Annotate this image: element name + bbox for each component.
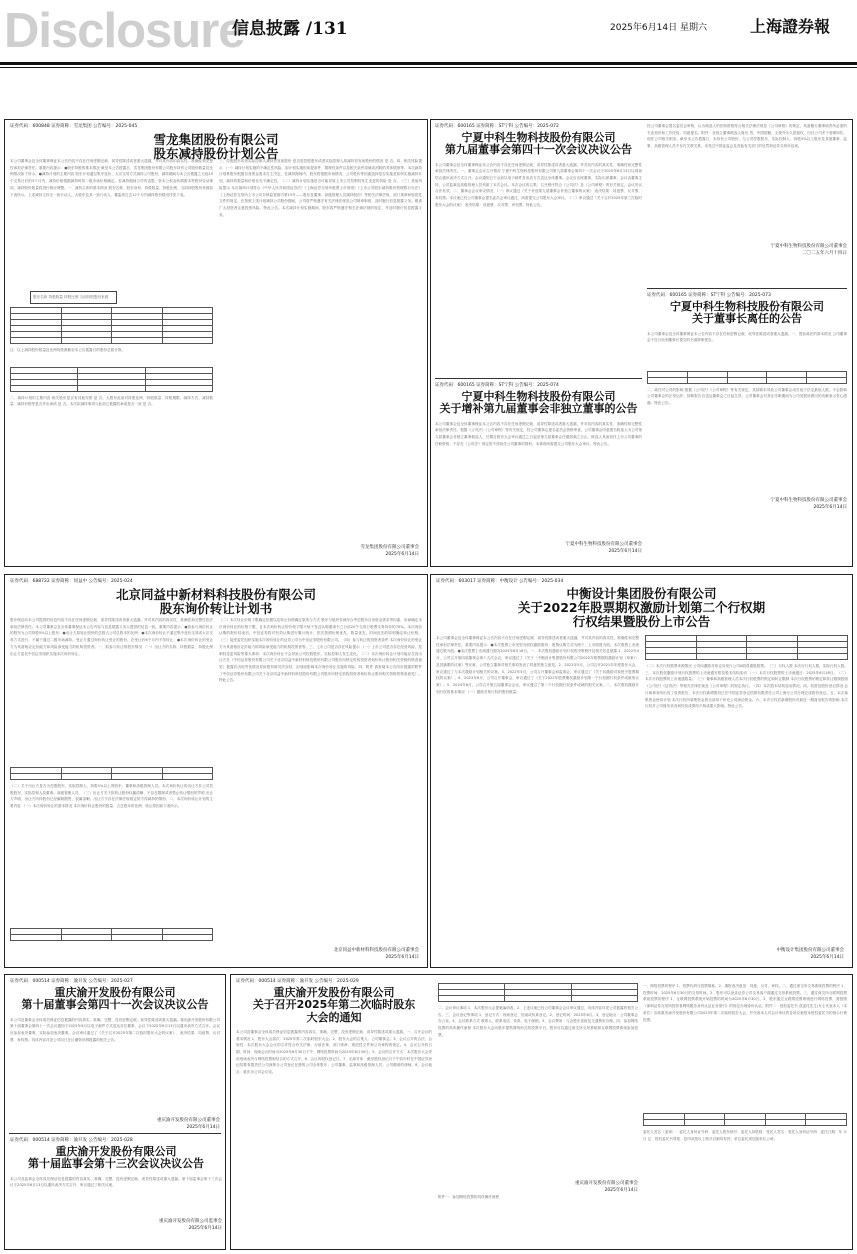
notice-ningxia-board: [435, 123, 642, 375]
notice-body-left: [436, 635, 639, 960]
notice-text: [435, 421, 642, 541]
notice-body-middle: [438, 983, 638, 1245]
data-table: [10, 307, 213, 344]
notice-text: [643, 1129, 847, 1239]
notice-signature: 雪龙集团股份有限公司董事会 2025年6月14日: [360, 545, 419, 557]
notice-code-line: 证券代码：600165 证券简称：ST宁科 公告编号：2025-073: [647, 293, 771, 298]
notice-ningxia-chairman: [647, 292, 847, 562]
notice-text: [643, 983, 847, 1113]
notice-zhongheng: [430, 574, 853, 968]
data-table: [10, 367, 213, 392]
info-box: [30, 291, 117, 304]
section-title: 信息披露 /131: [232, 19, 348, 39]
notice-title: 雪龙集团股份有限公司 股东减持股份计划公告: [153, 132, 279, 161]
notice-yukaifa-board: [4, 974, 226, 1250]
data-table: [10, 928, 213, 941]
brand-logo: Disclosure: [4, 4, 245, 58]
notice-code-line: 证券代码：000514 证券简称：渝开发 公告编号：2025-029: [236, 979, 359, 984]
notice-title: 宁夏中科生物科技股份有限公司 关于董事长离任的公告: [670, 300, 824, 326]
notice-body-left: [236, 978, 432, 1246]
notice-title: 宁夏中科生物科技股份有限公司 关于增补第九届董事会非独立董事的公告: [439, 390, 638, 416]
notice-text: [436, 635, 639, 955]
newspaper-name: 上海證券報: [750, 17, 831, 36]
notice-title: 中衡设计集团股份有限公司 关于2022年股票期权激励计划第二个行权期 行权结果暨股份上市公告: [517, 586, 766, 629]
notice-text: [438, 1005, 638, 1180]
notice-signature: 重庆渝开发股份有限公司董事会 2025年6月14日: [575, 1181, 638, 1193]
notice-body-right: [645, 635, 848, 945]
data-table: [10, 767, 213, 780]
notice-code-line: 证券代码：600848 证券简称：雪龙集团 公告编号：2025-045: [10, 124, 138, 129]
data-table: [645, 635, 848, 660]
notice-signature: 重庆渝开发股份有限公司监事会 2025年6月14日: [159, 1218, 222, 1231]
notice-text: [236, 1029, 432, 1234]
notice-title: 重庆渝开发股份有限公司 第十届监事会第十三次会议决议公告: [28, 1145, 204, 1171]
notice-yukaifa-supervisory: [10, 1137, 222, 1232]
masthead-rule-thin: [0, 67, 857, 68]
divider: [9, 1133, 221, 1134]
notice-code-line: 证券代码：600165 证券简称：ST宁科 公告编号：2025-072: [435, 124, 559, 129]
notice-yukaifa-meeting: [230, 974, 853, 1250]
notice-tongyizhong: [4, 574, 428, 968]
notice-continued-text: [647, 123, 847, 283]
notice-text: [438, 1194, 638, 1214]
issue-date: 2025年6月14日 星期六: [610, 23, 707, 33]
notice-text: [219, 617, 422, 942]
notice-body-left: [10, 617, 213, 962]
notice-title: 北京同益中新材料科技股份有限公司 股东询价转让计划书: [115, 587, 316, 616]
notice-signature: 宁夏中科生物科技股份有限公司董事会 2025年6月14日: [770, 497, 847, 510]
notice-code-line: 证券代码：600165 证券简称：ST宁科 公告编号：2025-074: [435, 383, 559, 388]
notice-signature: 中衡设计集团股份有限公司董事会 2025年6月14日: [776, 948, 844, 960]
notice-code-line: 证券代码：000514 证券简称：渝开发 公告编号：2025-027: [10, 979, 133, 984]
notice-code-line: 证券代码：603017 证券简称：中衡设计 公告编号：2025-034: [436, 579, 564, 584]
masthead: [0, 0, 857, 62]
notice-text: [219, 158, 422, 538]
notice-code-line: 证券代码：688722 证券简称：同益中 公告编号：2025-024: [10, 579, 133, 584]
data-table: [647, 371, 847, 384]
notice-signature: 宁夏中科生物科技股份有限公司董事会 2025年6月14日: [565, 541, 642, 554]
notice-title: 重庆渝开发股份有限公司 第十届董事会第四十一次会议决议公告: [21, 986, 209, 1012]
notice-title: 重庆渝开发股份有限公司 关于召开2025年第二次临时股东 大会的通知: [252, 986, 416, 1024]
notice-signature: 重庆渝开发股份有限公司董事会 2025年6月14日: [157, 1117, 220, 1130]
notice-code-line: 证券代码：000514 证券简称：渝开发 公告编号：2025-028: [10, 1138, 133, 1143]
notice-xuelong: [4, 119, 428, 567]
notice-body-right: [219, 617, 422, 947]
notice-text: [647, 387, 847, 497]
notice-title: 宁夏中科生物科技股份有限公司 第九届董事会第四十一次会议决议公告: [445, 131, 632, 157]
notice-signature: 宁夏中科生物科技股份有限公司董事会 二〇二五年六月十四日: [770, 244, 847, 256]
notice-text: [647, 331, 847, 371]
notice-text: [10, 158, 213, 288]
divider: [647, 288, 847, 289]
notice-ningxia-group: [430, 119, 853, 567]
notice-text: [435, 162, 642, 362]
notice-text: [645, 663, 848, 923]
notice-body-right: [219, 158, 422, 543]
notice-body-right: [643, 983, 847, 1245]
notice-text: [10, 1017, 220, 1117]
divider: [435, 378, 642, 379]
notice-text: [10, 783, 213, 928]
notice-signature: 北京同益中新材料科技股份有限公司董事会 2025年6月14日: [333, 948, 419, 960]
masthead-rule: [0, 62, 857, 65]
notice-text: [647, 123, 847, 243]
notice-text: [10, 617, 213, 767]
notice-ningxia-director: [435, 382, 642, 562]
data-table: [643, 1113, 847, 1126]
notice-text: [10, 1176, 222, 1218]
data-table: [438, 983, 638, 1002]
notice-body-left: [10, 158, 213, 558]
notice-text: [10, 395, 213, 455]
notice-text: [10, 347, 213, 367]
